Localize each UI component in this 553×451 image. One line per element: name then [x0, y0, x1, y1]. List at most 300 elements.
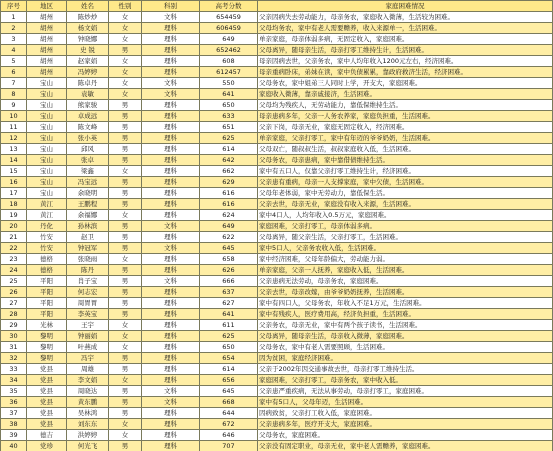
- cell-score[interactable]: 641: [200, 309, 258, 320]
- cell-name[interactable]: 周雄: [67, 364, 109, 375]
- cell-hardship[interactable]: 单亲家庭，父亲打零工，家中有年迈的爷爷奶奶，生活困难。: [258, 133, 553, 144]
- cell-region[interactable]: 党县: [27, 375, 67, 386]
- cell-region[interactable]: 宝山: [27, 133, 67, 144]
- cell-score[interactable]: 614: [200, 364, 258, 375]
- cell-region[interactable]: 宝山: [27, 144, 67, 155]
- cell-score[interactable]: 651: [200, 122, 258, 133]
- cell-gender[interactable]: 女: [109, 12, 142, 23]
- cell-score[interactable]: 644: [200, 408, 258, 419]
- cell-region[interactable]: 黎明: [27, 331, 67, 342]
- cell-gender[interactable]: 女: [109, 78, 142, 89]
- cell-name[interactable]: 钟丽娟: [67, 331, 109, 342]
- table-row: [1, 232, 553, 243]
- cell-gender[interactable]: 男: [109, 408, 142, 419]
- cell-index[interactable]: 37: [1, 408, 27, 419]
- cell-score[interactable]: 668: [200, 397, 258, 408]
- cell-name[interactable]: 张晓雨: [67, 254, 109, 265]
- cell-hardship[interactable]: 父母均为残疾人，无劳动能力，靠低保维持生活。: [258, 100, 553, 111]
- table-row: [1, 12, 553, 23]
- cell-hardship[interactable]: 单亲家庭，母亲体弱多病，无固定收入，家庭困难。: [258, 34, 553, 45]
- cell-index[interactable]: 21: [1, 232, 27, 243]
- cell-subject[interactable]: 理科: [142, 188, 200, 199]
- cell-index[interactable]: 10: [1, 111, 27, 122]
- table-row: [1, 78, 553, 89]
- cell-subject[interactable]: 理科: [142, 34, 200, 45]
- cell-index[interactable]: 31: [1, 342, 27, 353]
- cell-region[interactable]: 党县: [27, 364, 67, 375]
- cell-gender[interactable]: 男: [109, 364, 142, 375]
- cell-name[interactable]: 余福娜: [67, 210, 109, 221]
- cell-gender[interactable]: 女: [109, 34, 142, 45]
- cell-name[interactable]: 何志宏: [67, 287, 109, 298]
- cell-gender[interactable]: 男: [109, 243, 142, 254]
- cell-region[interactable]: 胡州: [27, 45, 67, 56]
- cell-region[interactable]: 胡州: [27, 56, 67, 67]
- cell-index[interactable]: 22: [1, 243, 27, 254]
- cell-name[interactable]: 李英宝: [67, 309, 109, 320]
- cell-name[interactable]: 冯婷婷: [67, 67, 109, 78]
- cell-index[interactable]: 33: [1, 364, 27, 375]
- cell-subject[interactable]: 理科: [142, 100, 200, 111]
- cell-name[interactable]: 陈文峰: [67, 122, 109, 133]
- cell-score[interactable]: 625: [200, 133, 258, 144]
- table-row: [1, 133, 553, 144]
- cell-subject[interactable]: 理科: [142, 342, 200, 353]
- cell-region[interactable]: 宝山: [27, 78, 67, 89]
- cell-gender[interactable]: 女: [109, 430, 142, 441]
- cell-subject[interactable]: 理科: [142, 155, 200, 166]
- cell-region[interactable]: 党珍: [27, 441, 67, 451]
- header-cell-index[interactable]: 序号: [1, 1, 27, 12]
- cell-index[interactable]: 34: [1, 375, 27, 386]
- cell-score[interactable]: 645: [200, 386, 258, 397]
- cell-name[interactable]: 肖子宝: [67, 276, 109, 287]
- cell-region[interactable]: 宝山: [27, 155, 67, 166]
- cell-subject[interactable]: 理科: [142, 353, 200, 364]
- cell-index[interactable]: 25: [1, 276, 27, 287]
- cell-hardship[interactable]: 父母双亡，随叔叔生活，叔叔家庭收入低，生活困难。: [258, 144, 553, 155]
- cell-index[interactable]: 17: [1, 188, 27, 199]
- cell-hardship[interactable]: 家中经济困难，父母年龄偏大，劳动能力弱。: [258, 254, 553, 265]
- cell-region[interactable]: 平阳: [27, 276, 67, 287]
- cell-gender[interactable]: 男: [109, 199, 142, 210]
- cell-index[interactable]: 8: [1, 89, 27, 100]
- cell-gender[interactable]: 女: [109, 89, 142, 100]
- cell-name[interactable]: 钟冠军: [67, 243, 109, 254]
- cell-score[interactable]: 662: [200, 166, 258, 177]
- table-row: [1, 342, 553, 353]
- cell-index[interactable]: 32: [1, 353, 27, 364]
- cell-score[interactable]: 627: [200, 298, 258, 309]
- cell-hardship[interactable]: 父母离异，随母亲生活，母亲收入微薄，家庭困难。: [258, 331, 553, 342]
- cell-score[interactable]: 649: [200, 34, 258, 45]
- cell-gender[interactable]: 女: [109, 254, 142, 265]
- cell-gender[interactable]: 男: [109, 298, 142, 309]
- cell-hardship[interactable]: 父母务农，家中姐弟三人同时上学，开支大，家庭困难。: [258, 78, 553, 89]
- cell-gender[interactable]: 男: [109, 276, 142, 287]
- cell-hardship[interactable]: 父亲务农，母亲无业，家中有两个孩子读书，生活困难。: [258, 320, 553, 331]
- cell-index[interactable]: 27: [1, 298, 27, 309]
- cell-index[interactable]: 2: [1, 23, 27, 34]
- cell-index[interactable]: 9: [1, 100, 27, 111]
- cell-region[interactable]: 平阳: [27, 287, 67, 298]
- cell-subject[interactable]: 理科: [142, 56, 200, 67]
- cell-subject[interactable]: 理科: [142, 364, 200, 375]
- cell-subject[interactable]: 文科: [142, 386, 200, 397]
- cell-gender[interactable]: 女: [109, 342, 142, 353]
- cell-hardship[interactable]: 因病致贫，父亲打工收入低，家庭困难。: [258, 408, 553, 419]
- cell-score[interactable]: 672: [200, 419, 258, 430]
- cell-hardship[interactable]: 因为贫困，家庭经济困难。: [258, 353, 553, 364]
- cell-subject[interactable]: 理科: [142, 67, 200, 78]
- cell-region[interactable]: 黄江: [27, 199, 67, 210]
- cell-hardship[interactable]: 父亲患病无法劳动，母亲务农，家庭困难。: [258, 276, 553, 287]
- cell-name[interactable]: 杨文娟: [67, 23, 109, 34]
- cell-index[interactable]: 20: [1, 221, 27, 232]
- cell-subject[interactable]: 理科: [142, 254, 200, 265]
- cell-subject[interactable]: 理科: [142, 375, 200, 386]
- cell-region[interactable]: 党县: [27, 397, 67, 408]
- cell-score[interactable]: 654459: [200, 12, 258, 23]
- cell-subject[interactable]: 理科: [142, 320, 200, 331]
- cell-subject[interactable]: 文科: [142, 12, 200, 23]
- header-cell-gender[interactable]: 性别: [109, 1, 142, 12]
- cell-index[interactable]: 1: [1, 12, 27, 23]
- cell-hardship[interactable]: 家庭困难，父亲打零工，母亲体弱多病。: [258, 221, 553, 232]
- cell-region[interactable]: 丹化: [27, 221, 67, 232]
- cell-hardship[interactable]: 父母务农，母亲患病，家中靠借债维持生活。: [258, 155, 553, 166]
- cell-gender[interactable]: 女: [109, 67, 142, 78]
- cell-score[interactable]: 641: [200, 89, 258, 100]
- header-cell-name[interactable]: 姓名: [67, 1, 109, 12]
- cell-subject[interactable]: 理科: [142, 331, 200, 342]
- cell-gender[interactable]: 女: [109, 419, 142, 430]
- cell-subject[interactable]: 理科: [142, 441, 200, 451]
- cell-hardship[interactable]: 母亲因病去世，父亲务农，家中人均年收入1200元左右，经济困难。: [258, 56, 553, 67]
- cell-index[interactable]: 26: [1, 287, 27, 298]
- cell-subject[interactable]: 理科: [142, 210, 200, 221]
- cell-hardship[interactable]: 家庭收入微薄，靠亲戚接济，生活困难。: [258, 89, 553, 100]
- cell-gender[interactable]: 男: [109, 441, 142, 451]
- cell-name[interactable]: 邱风: [67, 144, 109, 155]
- header-cell-score[interactable]: 高考分数: [200, 1, 258, 12]
- cell-hardship[interactable]: 父亲患严重疾病，无法从事劳动，母亲打零工，家庭困难。: [258, 386, 553, 397]
- cell-region[interactable]: 宝山: [27, 122, 67, 133]
- cell-score[interactable]: 656: [200, 375, 258, 386]
- cell-subject[interactable]: 理科: [142, 265, 200, 276]
- cell-hardship[interactable]: 家中有五口人，仅靠父亲打零工维持生计，经济困难。: [258, 166, 553, 177]
- cell-score[interactable]: 652462: [200, 45, 258, 56]
- cell-index[interactable]: 18: [1, 199, 27, 210]
- cell-score[interactable]: 608: [200, 56, 258, 67]
- cell-index[interactable]: 38: [1, 419, 27, 430]
- cell-index[interactable]: 15: [1, 166, 27, 177]
- cell-score[interactable]: 650: [200, 100, 258, 111]
- cell-index[interactable]: 23: [1, 254, 27, 265]
- cell-name[interactable]: 陈炒炒: [67, 12, 109, 23]
- cell-region[interactable]: 宝山: [27, 89, 67, 100]
- cell-score[interactable]: 666: [200, 276, 258, 287]
- cell-subject[interactable]: 理科: [142, 45, 200, 56]
- cell-name[interactable]: 刘东东: [67, 419, 109, 430]
- cell-index[interactable]: 36: [1, 397, 27, 408]
- cell-index[interactable]: 6: [1, 67, 27, 78]
- cell-score[interactable]: 629: [200, 177, 258, 188]
- cell-region[interactable]: 胡州: [27, 23, 67, 34]
- cell-name[interactable]: 李文娟: [67, 375, 109, 386]
- cell-gender[interactable]: 男: [109, 265, 142, 276]
- cell-region[interactable]: 光林: [27, 320, 67, 331]
- cell-hardship[interactable]: 父亲去世，母亲无业，家庭没有收入来源，生活困难。: [258, 199, 553, 210]
- cell-name[interactable]: 史 锐: [67, 45, 109, 56]
- cell-gender[interactable]: 男: [109, 122, 142, 133]
- cell-index[interactable]: 3: [1, 34, 27, 45]
- cell-gender[interactable]: 女: [109, 210, 142, 221]
- cell-gender[interactable]: 女: [109, 56, 142, 67]
- cell-name[interactable]: 洪婷婷: [67, 430, 109, 441]
- cell-score[interactable]: 649: [200, 221, 258, 232]
- cell-name[interactable]: 何光飞: [67, 441, 109, 451]
- cell-index[interactable]: 16: [1, 177, 27, 188]
- cell-score[interactable]: 614: [200, 144, 258, 155]
- cell-gender[interactable]: 女: [109, 320, 142, 331]
- cell-subject[interactable]: 文科: [142, 243, 200, 254]
- cell-hardship[interactable]: 父亲没有固定职业，母亲无业，家中老人需赡养，家庭困难。: [258, 441, 553, 451]
- cell-index[interactable]: 35: [1, 386, 27, 397]
- cell-gender[interactable]: 男: [109, 177, 142, 188]
- cell-gender[interactable]: 女: [109, 166, 142, 177]
- cell-region[interactable]: 党县: [27, 419, 67, 430]
- cell-name[interactable]: 熊家骏: [67, 100, 109, 111]
- table-row: [1, 353, 553, 364]
- cell-index[interactable]: 5: [1, 56, 27, 67]
- cell-name[interactable]: 张卓: [67, 155, 109, 166]
- cell-score[interactable]: 645: [200, 243, 258, 254]
- table-row: [1, 122, 553, 133]
- cell-name[interactable]: 周晓达: [67, 386, 109, 397]
- cell-hardship[interactable]: 家庭困难，父亲打零工，母亲务农，家中收入低。: [258, 375, 553, 386]
- cell-index[interactable]: 19: [1, 210, 27, 221]
- cell-hardship[interactable]: 父亲下岗，母亲无业，家庭无固定收入，经济困难。: [258, 122, 553, 133]
- cell-score[interactable]: 616: [200, 199, 258, 210]
- cell-name[interactable]: 叶燕成: [67, 342, 109, 353]
- cell-subject[interactable]: 文科: [142, 276, 200, 287]
- cell-subject[interactable]: 文科: [142, 78, 200, 89]
- cell-subject[interactable]: 理科: [142, 23, 200, 34]
- cell-subject[interactable]: 文科: [142, 221, 200, 232]
- cell-name[interactable]: 冯宝远: [67, 177, 109, 188]
- cell-hardship[interactable]: 父母均务农，家中有老人需要赡养，收入来源单一，生活困难。: [258, 23, 553, 34]
- cell-hardship[interactable]: 父亲于2002年因交通事故去世，母亲打零工维持生活。: [258, 364, 553, 375]
- cell-name[interactable]: 钟晓娜: [67, 34, 109, 45]
- cell-gender[interactable]: 男: [109, 309, 142, 320]
- cell-score[interactable]: 625: [200, 331, 258, 342]
- cell-region[interactable]: 黎明: [27, 353, 67, 364]
- cell-subject[interactable]: 理科: [142, 408, 200, 419]
- cell-name[interactable]: 赵家娟: [67, 56, 109, 67]
- cell-subject[interactable]: 理科: [142, 166, 200, 177]
- cell-region[interactable]: 德吉: [27, 430, 67, 441]
- cell-name[interactable]: 陈丹: [67, 265, 109, 276]
- cell-score[interactable]: 624: [200, 210, 258, 221]
- cell-hardship[interactable]: 单亲家庭，父亲一人抚养，家庭收入低，生活困难。: [258, 265, 553, 276]
- cell-index[interactable]: 24: [1, 265, 27, 276]
- cell-gender[interactable]: 男: [109, 133, 142, 144]
- cell-score[interactable]: 654: [200, 353, 258, 364]
- table-row: [1, 144, 553, 155]
- cell-score[interactable]: 626: [200, 265, 258, 276]
- cell-score[interactable]: 622: [200, 232, 258, 243]
- cell-hardship[interactable]: 家中有5口人，父母年迈，生活困难。: [258, 397, 553, 408]
- cell-score[interactable]: 646: [200, 430, 258, 441]
- cell-score[interactable]: 707: [200, 441, 258, 451]
- cell-hardship[interactable]: 父母年老体弱，家中无劳动力，靠低保生活。: [258, 188, 553, 199]
- cell-gender[interactable]: 男: [109, 100, 142, 111]
- cell-name[interactable]: 梁鑫: [67, 166, 109, 177]
- cell-gender[interactable]: 男: [109, 45, 142, 56]
- cell-name[interactable]: 卓成远: [67, 111, 109, 122]
- cell-index[interactable]: 14: [1, 155, 27, 166]
- cell-subject[interactable]: 理科: [142, 287, 200, 298]
- cell-region[interactable]: 平阳: [27, 298, 67, 309]
- cell-name[interactable]: 冯宇: [67, 353, 109, 364]
- table-row: [1, 155, 553, 166]
- cell-region[interactable]: 平阳: [27, 309, 67, 320]
- cell-hardship[interactable]: 父母务农，家庭困难。: [258, 430, 553, 441]
- header-cell-hardship[interactable]: 家庭困难情况: [258, 1, 553, 12]
- cell-region[interactable]: 宝山: [27, 188, 67, 199]
- cell-gender[interactable]: 男: [109, 221, 142, 232]
- cell-hardship[interactable]: 父亲去世，母亲改嫁，由爷爷奶奶抚养，生活困难。: [258, 287, 553, 298]
- cell-region[interactable]: 宝山: [27, 177, 67, 188]
- cell-subject[interactable]: 理科: [142, 199, 200, 210]
- cell-gender[interactable]: 女: [109, 23, 142, 34]
- cell-region[interactable]: 竹安: [27, 243, 67, 254]
- cell-name[interactable]: 赵卫: [67, 232, 109, 243]
- cell-region[interactable]: 胡州: [27, 34, 67, 45]
- cell-region[interactable]: 宝山: [27, 100, 67, 111]
- cell-subject[interactable]: 理科: [142, 232, 200, 243]
- cell-region[interactable]: 胡州: [27, 67, 67, 78]
- cell-hardship[interactable]: 家中有残疾人，医疗费用高，经济负担重，生活困难。: [258, 309, 553, 320]
- table-row: [1, 34, 553, 45]
- cell-gender[interactable]: 男: [109, 287, 142, 298]
- cell-score[interactable]: 606459: [200, 23, 258, 34]
- cell-subject[interactable]: 理科: [142, 133, 200, 144]
- cell-index[interactable]: 29: [1, 320, 27, 331]
- cell-gender[interactable]: 男: [109, 353, 142, 364]
- cell-name[interactable]: 黄东鹏: [67, 397, 109, 408]
- cell-region[interactable]: 党县: [27, 408, 67, 419]
- cell-index[interactable]: 28: [1, 309, 27, 320]
- cell-name[interactable]: 周胃胃: [67, 298, 109, 309]
- cell-gender[interactable]: 男: [109, 397, 142, 408]
- cell-index[interactable]: 11: [1, 122, 27, 133]
- cell-region[interactable]: 黄江: [27, 210, 67, 221]
- cell-hardship[interactable]: 父亲因病失去劳动能力，母亲务农，家庭收入微薄，生活较为困难。: [258, 12, 553, 23]
- cell-subject[interactable]: 理科: [142, 122, 200, 133]
- cell-score[interactable]: 611: [200, 320, 258, 331]
- cell-score[interactable]: 650: [200, 342, 258, 353]
- cell-gender[interactable]: 女: [109, 331, 142, 342]
- cell-index[interactable]: 39: [1, 430, 27, 441]
- cell-region[interactable]: 德格: [27, 254, 67, 265]
- cell-gender[interactable]: 男: [109, 111, 142, 122]
- cell-score[interactable]: 637: [200, 287, 258, 298]
- cell-index[interactable]: 12: [1, 133, 27, 144]
- cell-region[interactable]: 竹安: [27, 232, 67, 243]
- cell-gender[interactable]: 男: [109, 188, 142, 199]
- cell-hardship[interactable]: 家中有四口人，父母务农，年收入不足1万元，生活困难。: [258, 298, 553, 309]
- table-row: [1, 276, 553, 287]
- cell-subject[interactable]: 理科: [142, 298, 200, 309]
- cell-subject[interactable]: 文科: [142, 89, 200, 100]
- cell-subject[interactable]: 理科: [142, 309, 200, 320]
- cell-hardship[interactable]: 母亲重病卧床，弟妹在读，家中负债累累，靠政府救济生活，经济困难。: [258, 67, 553, 78]
- table-row: [1, 386, 553, 397]
- cell-name[interactable]: 吴林鸿: [67, 408, 109, 419]
- cell-gender[interactable]: 男: [109, 386, 142, 397]
- cell-gender[interactable]: 男: [109, 232, 142, 243]
- cell-hardship[interactable]: 父亲患病多年，医疗开支大，家庭困难。: [258, 419, 553, 430]
- cell-subject[interactable]: 理科: [142, 419, 200, 430]
- cell-score[interactable]: 642: [200, 155, 258, 166]
- cell-subject[interactable]: 理科: [142, 111, 200, 122]
- cell-name[interactable]: 孙林滨: [67, 221, 109, 232]
- cell-hardship[interactable]: 父亲患有重病，母亲一人支撑家庭，家中欠债，生活困难。: [258, 177, 553, 188]
- table-body: [1, 12, 553, 451]
- cell-index[interactable]: 4: [1, 45, 27, 56]
- cell-region[interactable]: 宝山: [27, 111, 67, 122]
- cell-index[interactable]: 13: [1, 144, 27, 155]
- cell-score[interactable]: 550: [200, 78, 258, 89]
- cell-name[interactable]: 余晓明: [67, 188, 109, 199]
- cell-subject[interactable]: 理科: [142, 177, 200, 188]
- cell-hardship[interactable]: 家中5口人，父亲务农收入低，生活困难。: [258, 243, 553, 254]
- cell-hardship[interactable]: 父母务农，家中有老人需要照顾，生活困难。: [258, 342, 553, 353]
- cell-name[interactable]: 袁敏: [67, 89, 109, 100]
- cell-index[interactable]: 7: [1, 78, 27, 89]
- cell-hardship[interactable]: 父母离异，随父亲生活，父亲打零工，生活困难。: [258, 232, 553, 243]
- cell-hardship[interactable]: 家中4口人，人均年收入0.5万元，家庭困难。: [258, 210, 553, 221]
- cell-subject[interactable]: 理科: [142, 430, 200, 441]
- cell-subject[interactable]: 理科: [142, 144, 200, 155]
- cell-subject[interactable]: 文科: [142, 397, 200, 408]
- cell-score[interactable]: 658: [200, 254, 258, 265]
- cell-region[interactable]: 胡州: [27, 12, 67, 23]
- header-cell-region[interactable]: 地区: [27, 1, 67, 12]
- cell-region[interactable]: 党县: [27, 386, 67, 397]
- cell-hardship[interactable]: 母亲患病多年，父亲一人务农养家，家庭负担重，生活困难。: [258, 111, 553, 122]
- cell-region[interactable]: 德格: [27, 265, 67, 276]
- cell-name[interactable]: 王宇: [67, 320, 109, 331]
- cell-name[interactable]: 陈卓丹: [67, 78, 109, 89]
- header-cell-subject[interactable]: 科别: [142, 1, 200, 12]
- cell-hardship[interactable]: 父母离异，随母亲生活，母亲打零工维持生计，生活困难。: [258, 45, 553, 56]
- cell-score[interactable]: 612457: [200, 67, 258, 78]
- cell-score[interactable]: 616: [200, 188, 258, 199]
- cell-score[interactable]: 633: [200, 111, 258, 122]
- cell-index[interactable]: 30: [1, 331, 27, 342]
- cell-region[interactable]: 宝山: [27, 166, 67, 177]
- cell-region[interactable]: 黎明: [27, 342, 67, 353]
- cell-name[interactable]: 张小英: [67, 133, 109, 144]
- cell-index[interactable]: 40: [1, 441, 27, 451]
- cell-gender[interactable]: 女: [109, 375, 142, 386]
- cell-name[interactable]: 王鹏程: [67, 199, 109, 210]
- cell-gender[interactable]: 男: [109, 155, 142, 166]
- cell-gender[interactable]: 男: [109, 144, 142, 155]
